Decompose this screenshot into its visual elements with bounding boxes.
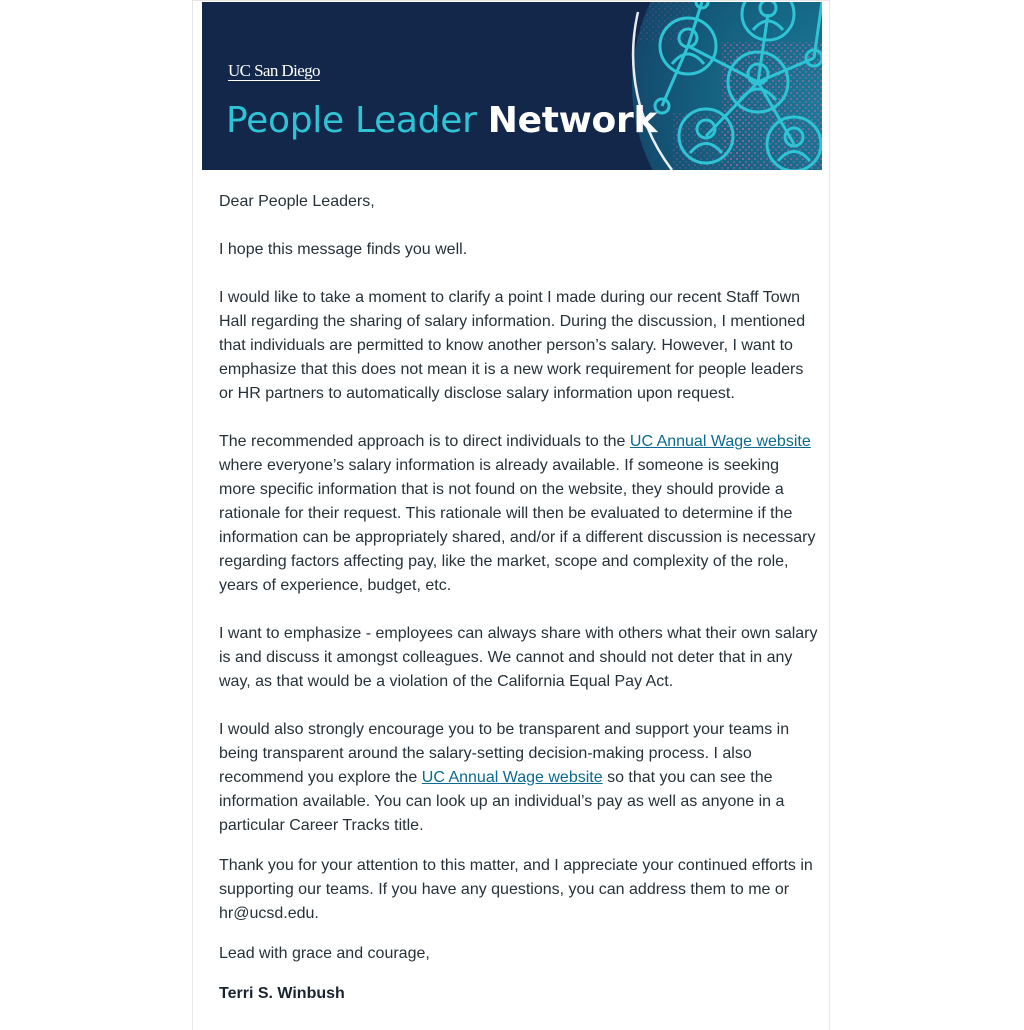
network-illustration-icon [202,2,822,170]
paragraph-thanks: Thank you for your attention to this matter, and I appreciate your continued efforts in supporting our teams. If you have any questions, you can address them to me or hr@ucsd.edu. [219,857,813,922]
signature: Terri S. Winbush [219,985,345,1002]
paragraph-approach-text-end: where everyone’s salary information is already available. If someone is seeking more specific information that is not found on the website, they should provide a rationale for their request. This rationale will then be evaluated to determine if the information can be appropriately shared, and/or if a different discussion is necessary regarding factors affecting pay, like the market, scope and complexity of the role, years of experience, budget, etc. [219,457,816,594]
ucsd-logo: UC San Diego [228,61,320,80]
banner-title [226,100,657,142]
paragraph-approach-text-start: The recommended approach is to direct individuals to the [219,433,630,450]
email-body [219,190,819,1030]
banner-title-bold: Network [487,100,658,141]
paragraph-employees-share: I want to emphasize - employees can always share with others what their own salary is and discuss it amongst colleagues. We cannot and should not deter that in any way, as that would be a violation of the California Equal Pay Act. [219,625,818,690]
paragraph-transparency-text-end: so that you can see the information available. You can look up an individual’s pay as well as anyone in a particular Career Tracks title. [219,769,785,834]
paragraph-clarification: I would like to take a moment to clarify a point I made during our recent Staff Town Hall regarding the sharing of salary information. During the discussion, I mentioned that individuals are permitted to know another person’s salary. However, I want to emphasize that this does not mean it is a new work requirement for people leaders or HR partners to automatically disclose salary information upon request. [219,289,806,402]
paragraph-intro: I hope this message finds you well. [219,241,468,258]
paragraph-transparency-text-start: I would also strongly encourage you to be transparent and support your teams in being transparent around the salary-setting decision-making process. I also recommend you explore the [219,721,790,786]
header-banner [202,2,822,170]
email-container [192,0,830,1030]
paragraph-approach [219,430,819,598]
uc-annual-wage-link[interactable]: UC Annual Wage website [629,433,811,450]
uc-annual-wage-link-2[interactable]: UC Annual Wage website [421,769,603,786]
banner-title-light: People Leader [226,100,477,141]
paragraph-transparency [219,718,819,838]
closing: Lead with grace and courage, [219,945,430,962]
greeting: Dear People Leaders, [219,193,375,210]
